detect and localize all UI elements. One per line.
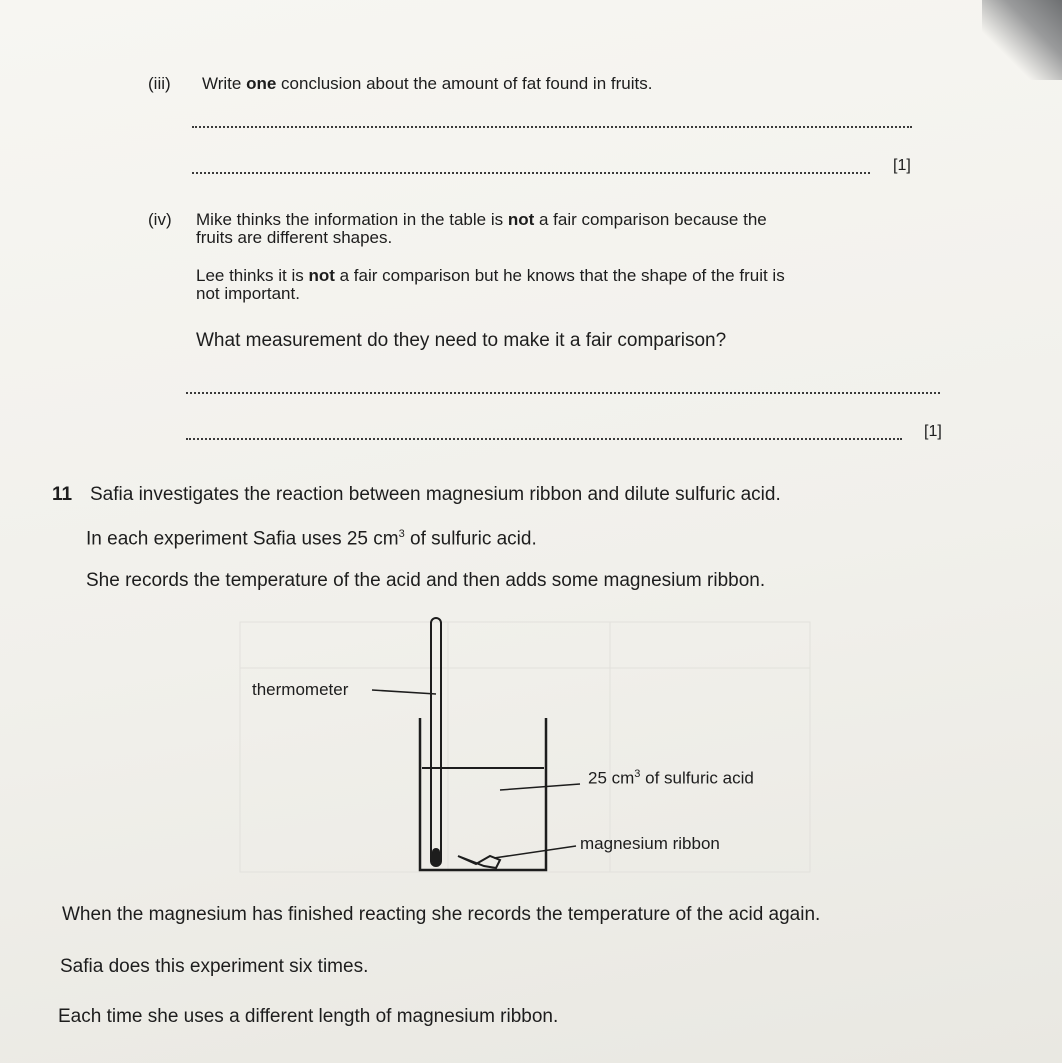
mark-allocation: [1] <box>924 423 942 440</box>
mark-allocation: [1] <box>893 157 911 174</box>
question-text: In each experiment Safia uses 25 $cm^3$ of sulfuric acid. <box>86 528 537 550</box>
part-iv-line: Mike thinks the information in the table is not a fair comparison because the <box>196 210 767 229</box>
part-iv-line: Lee thinks it is not a fair comparison but he knows that the shape of the fruit is <box>196 266 785 285</box>
question-text: She records the temperature of the acid and then adds some magnesium ribbon. <box>86 570 766 591</box>
part-iii-question: Write one conclusion about the amount of fat found in fruits. <box>202 74 653 93</box>
question-intro: Safia investigates the reaction between magnesium ribbon and dilute sulfuric acid. <box>90 484 781 505</box>
ribbon-leader <box>494 846 576 858</box>
magnesium-ribbon-shape <box>458 856 500 868</box>
ribbon-label: magnesium ribbon <box>580 834 720 853</box>
acid-leader <box>500 784 580 790</box>
part-iv-question: What measurement do they need to make it a fair comparison? <box>196 330 727 351</box>
part-iv-line: fruits are different shapes. <box>196 228 393 247</box>
thermometer-label: thermometer <box>252 680 349 699</box>
show-through-table <box>240 622 810 872</box>
question-text: When the magnesium has finished reacting she records the temperature of the acid again. <box>62 904 821 925</box>
thermometer <box>431 618 441 866</box>
question-text: Each time she uses a different length of magnesium ribbon. <box>58 1006 559 1027</box>
question-number: 11 <box>52 484 73 505</box>
acid-label: 25 $cm^3$ of sulfuric acid <box>588 768 754 788</box>
beaker <box>420 718 546 870</box>
thermometer-leader <box>372 690 436 694</box>
question-text: Safia does this experiment six times. <box>60 956 369 977</box>
part-iii-number: (iii) <box>148 74 171 93</box>
part-iv-line: not important. <box>196 284 300 303</box>
part-iv-number: (iv) <box>148 210 172 229</box>
